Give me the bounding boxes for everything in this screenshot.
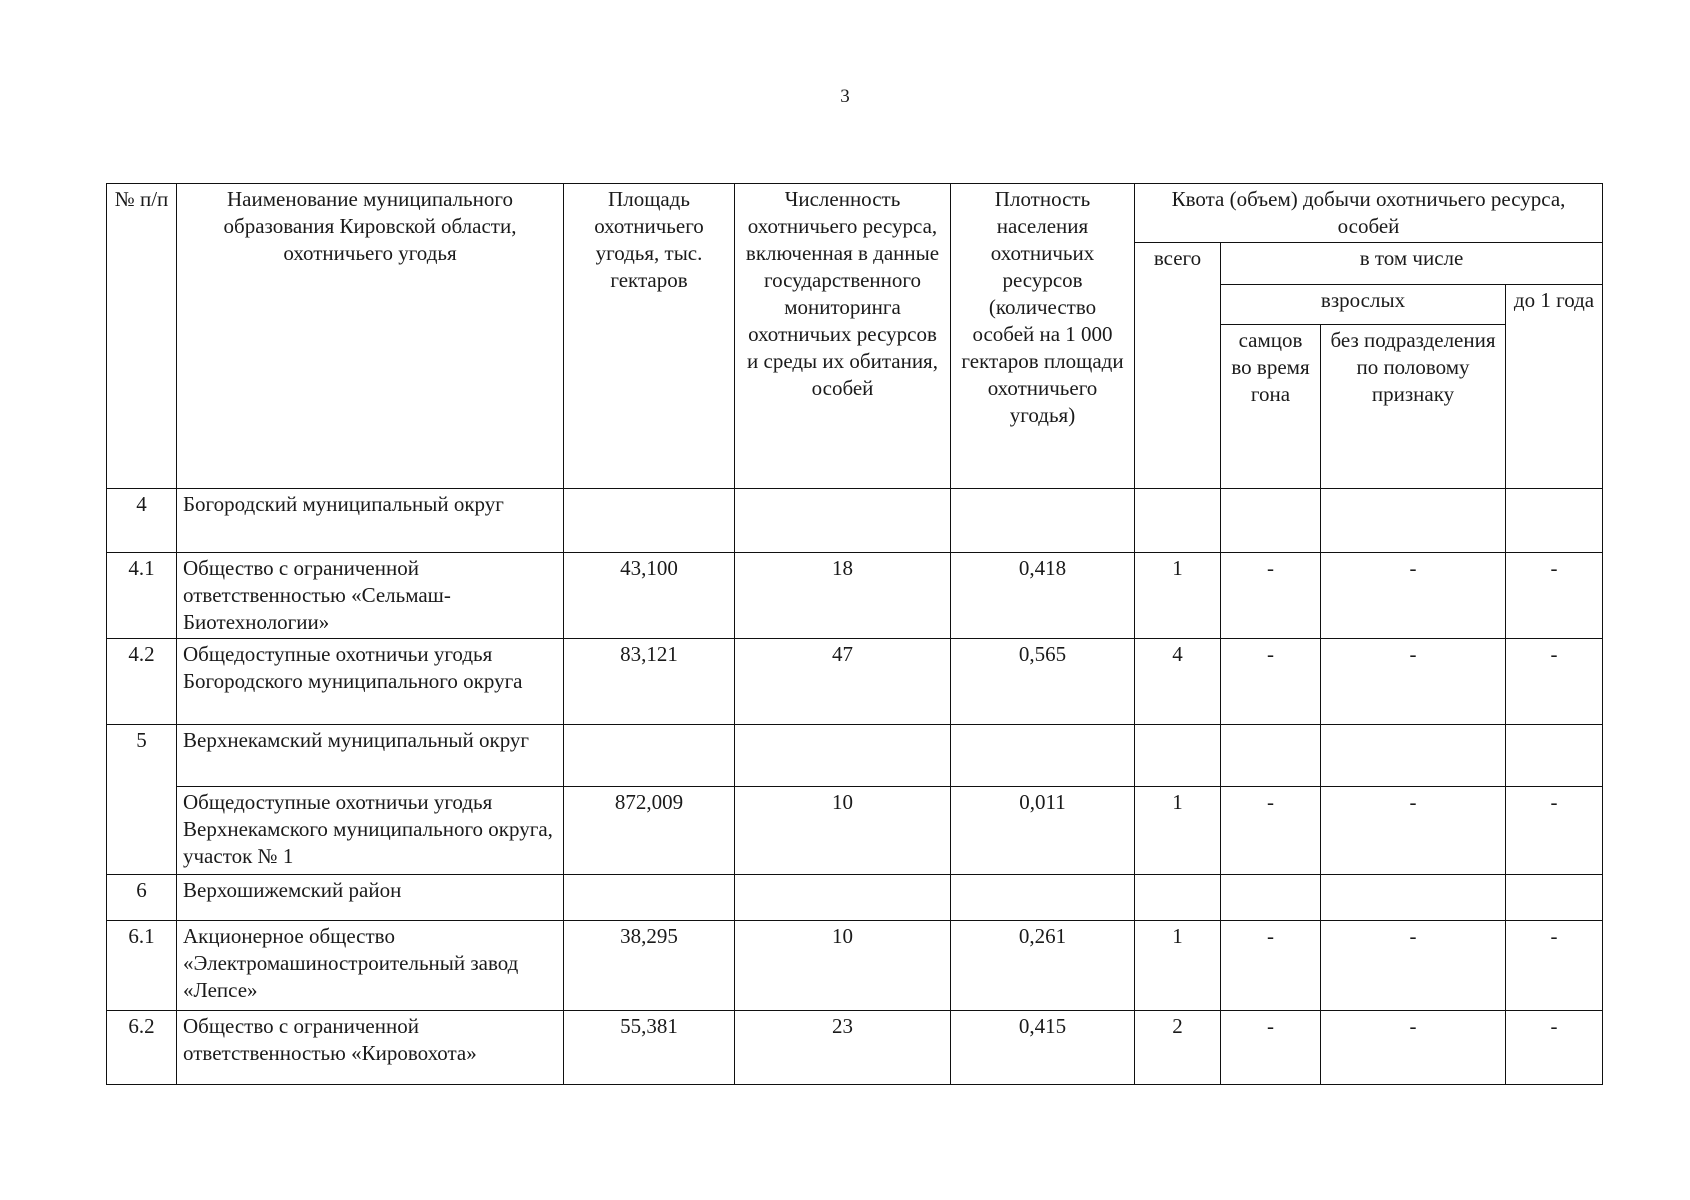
header-num: № п/п	[107, 184, 177, 489]
row-total	[1135, 875, 1221, 921]
row-name: Акционерное общество «Электромашиностроительный завод «Лепсе»	[177, 921, 564, 1011]
row-area	[564, 875, 735, 921]
header-adults: взрослых	[1221, 285, 1506, 325]
row-name: Богородский муниципальный округ	[177, 489, 564, 553]
row-density	[951, 875, 1135, 921]
table-row	[107, 725, 1603, 787]
row-males	[1221, 489, 1321, 553]
header-nosex: без подразделения по половому признаку	[1321, 325, 1506, 489]
row-density: 0,261	[951, 921, 1135, 1011]
table-row	[107, 921, 1603, 1011]
row-males: -	[1221, 639, 1321, 725]
row-under1	[1506, 725, 1603, 787]
header-total: всего	[1135, 243, 1221, 489]
row-under1	[1506, 875, 1603, 921]
row-males: -	[1221, 787, 1321, 875]
row-name: Верхошижемский район	[177, 875, 564, 921]
row-under1: -	[1506, 787, 1603, 875]
row-males	[1221, 875, 1321, 921]
row-name: Верхнекамский муниципальный округ	[177, 725, 564, 787]
row-name: Общество с ограниченной ответственностью «Кировохота»	[177, 1011, 564, 1085]
row-area: 83,121	[564, 639, 735, 725]
table-row	[107, 553, 1603, 639]
row-nosex: -	[1321, 1011, 1506, 1085]
row-num: 6	[107, 875, 177, 921]
row-total: 2	[1135, 1011, 1221, 1085]
row-nosex	[1321, 489, 1506, 553]
header-including: в том числе	[1221, 243, 1603, 285]
row-nosex: -	[1321, 787, 1506, 875]
row-under1	[1506, 489, 1603, 553]
quota-table	[106, 183, 1603, 1085]
row-count: 23	[735, 1011, 951, 1085]
row-count: 18	[735, 553, 951, 639]
row-density: 0,415	[951, 1011, 1135, 1085]
row-nosex: -	[1321, 639, 1506, 725]
table-row	[107, 489, 1603, 553]
row-count: 47	[735, 639, 951, 725]
row-under1: -	[1506, 639, 1603, 725]
row-males: -	[1221, 553, 1321, 639]
row-density: 0,418	[951, 553, 1135, 639]
header-name: Наименование муниципального образования Кировской области, охотничьего угодья	[177, 184, 564, 489]
page-number: 3	[840, 86, 850, 107]
row-num: 6.2	[107, 1011, 177, 1085]
row-num: 6.1	[107, 921, 177, 1011]
table-row	[107, 639, 1603, 725]
row-under1: -	[1506, 1011, 1603, 1085]
row-name: Общедоступные охотничьи угодья Верхнекамского муниципального округа, участок № 1	[177, 787, 564, 875]
row-total: 1	[1135, 787, 1221, 875]
row-count	[735, 875, 951, 921]
row-area: 43,100	[564, 553, 735, 639]
row-num: 5	[107, 725, 177, 875]
table-row	[107, 787, 1603, 875]
row-area: 55,381	[564, 1011, 735, 1085]
row-density: 0,565	[951, 639, 1135, 725]
row-nosex: -	[1321, 553, 1506, 639]
row-area: 38,295	[564, 921, 735, 1011]
row-total: 4	[1135, 639, 1221, 725]
row-density	[951, 489, 1135, 553]
row-count	[735, 725, 951, 787]
row-num: 4.2	[107, 639, 177, 725]
header-density: Плотность населения охотничьих ресурсов (количество особей на 1 000 гектаров площади охотничьего угодья)	[951, 184, 1135, 489]
row-density: 0,011	[951, 787, 1135, 875]
table-row	[107, 1011, 1603, 1085]
row-under1: -	[1506, 553, 1603, 639]
row-area: 872,009	[564, 787, 735, 875]
header-area: Площадь охотничьего угодья, тыс. гектаров	[564, 184, 735, 489]
row-name: Общество с ограниченной ответственностью «Сельмаш-Биотехнологии»	[177, 553, 564, 639]
row-density	[951, 725, 1135, 787]
row-nosex	[1321, 875, 1506, 921]
header-males: самцов во время гона	[1221, 325, 1321, 489]
header-quota: Квота (объем) добычи охотничьего ресурса, особей	[1135, 184, 1603, 243]
row-nosex	[1321, 725, 1506, 787]
row-under1: -	[1506, 921, 1603, 1011]
row-name: Общедоступные охотничьи угодья Богородского муниципального округа	[177, 639, 564, 725]
row-nosex: -	[1321, 921, 1506, 1011]
row-num: 4	[107, 489, 177, 553]
row-total	[1135, 725, 1221, 787]
row-num: 4.1	[107, 553, 177, 639]
row-total	[1135, 489, 1221, 553]
row-males: -	[1221, 921, 1321, 1011]
row-total: 1	[1135, 921, 1221, 1011]
header-count: Численность охотничьего ресурса, включенная в данные государственного мониторинга охотничьих ресурсов и среды их обитания, особей	[735, 184, 951, 489]
row-count: 10	[735, 787, 951, 875]
row-males	[1221, 725, 1321, 787]
row-total: 1	[1135, 553, 1221, 639]
row-count: 10	[735, 921, 951, 1011]
row-area	[564, 725, 735, 787]
table-row	[107, 875, 1603, 921]
row-area	[564, 489, 735, 553]
header-under1: до 1 года	[1506, 285, 1603, 489]
row-count	[735, 489, 951, 553]
row-males: -	[1221, 1011, 1321, 1085]
